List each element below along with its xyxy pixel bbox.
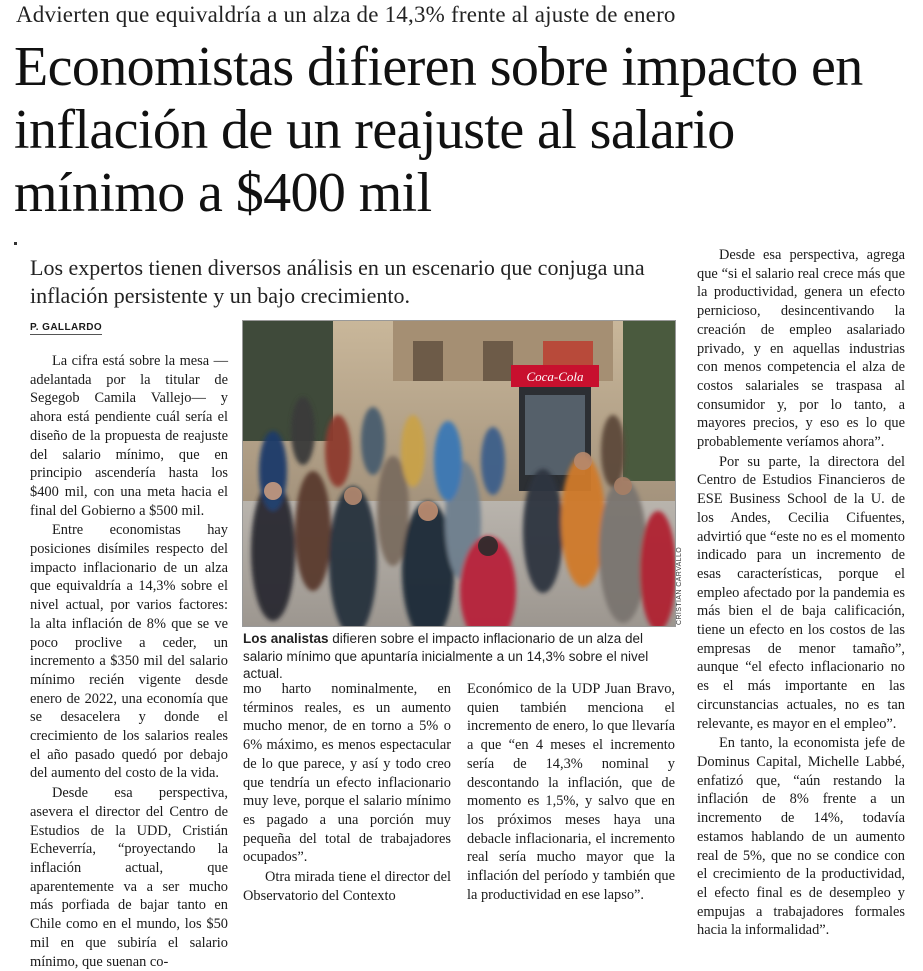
paragraph: mo harto nominalmente, en términos reales, es un aumento mucho menor, de en torno a 5% o 6% máximo, es menos espectacular de lo que parece, y así y todo creo que tendría un efecto inflacionario muy leve, porque el salario mínimo es pagado a una porción muy pequeña del total de trabajadores ocupados”. bbox=[243, 681, 451, 866]
paragraph: Entre economistas hay posiciones disímiles respecto del impacto inflacionario de un alza que equivaldría a 14,3% sobre el nivel actual, por varios factores: la alta inflación de 8% que se ve poco proclive a ceder, un incremento a $350 mil del salario mínimo recién vigente desde enero de 2022, una economía que se desacelera y donde el crecimiento de los salarios reales el año pasado quedó por debajo del aumento del costo de la vida. bbox=[30, 522, 228, 782]
body-column-4 bbox=[697, 246, 905, 940]
page-mark bbox=[14, 242, 17, 245]
paragraph: En tanto, la economista jefe de Dominus Capital, Michelle Labbé, enfatizó que, “aún restando la inflación de 8% frente a un incremento de 14%, todavía estamos hablando de un aumento real de 5%, que no se condice con el crecimiento de la productividad, el efecto final es de desempleo y empujas a trabajadores formales hacia la informalidad”. bbox=[697, 735, 905, 939]
body-column-1 bbox=[30, 352, 228, 971]
article-photo bbox=[242, 320, 676, 627]
caption-text: difieren sobre el impacto inflacionario de un alza del salario mínimo que apuntaría inicialmente a un 14,3% sobre el nivel actual. bbox=[243, 631, 649, 681]
paragraph: Desde esa perspectiva, agrega que “si el salario real crece más que la productividad, genera un efecto pernicioso, desincentivando la creación de empleo asalariado privado, y en aquellas industrias con menos competencia el alza de costos salariales se traspasa al consumidor y, por lo tanto, a mayores precios, y eso es lo que probablemente veríamos ahora”. bbox=[697, 247, 905, 451]
dek: Los expertos tienen diversos análisis en un escenario que conjuga una inflación persistente y un bajo crecimiento. bbox=[30, 255, 645, 308]
kicker: Advierten que equivaldría a un alza de 14,3% frente al ajuste de enero bbox=[16, 2, 676, 27]
paragraph: La cifra está sobre la mesa —adelantada por la titular de Segegob Camila Vallejo— y ahora está pendiente cuál sería el diseño de la propuesta de reajuste del salario mínimo, que en principio ascendería hasta los $400 mil, con una meta hacia el final del Gobierno a $500 mil. bbox=[30, 353, 228, 519]
byline: P. GALLARDO bbox=[30, 322, 102, 333]
paragraph: Económico de la UDP Juan Bravo, quien también menciona el incremento de enero, lo que llevaría a que “en 4 meses el incremento sería de 14,3% nominal y descontando la inflación, que de momento es 1,5%, y salvo que en los próximos meses haya una debacle inflacionaria, el incremento real sería mucho mayor que la inflación del período y también que la productividad en ese lapso”. bbox=[467, 681, 675, 903]
paragraph: Otra mirada tiene el director del Observatorio del Contexto bbox=[243, 869, 451, 904]
paragraph: Por su parte, la directora del Centro de Estudios Financieros de ESE Business School de la U. de los Andes, Cecilia Cifuentes, advirtió que “este no es el momento indicado para un incremento de esas características, porque el empleo afectado por la pandemia es más bien el de baja calificación, tiene un efecto en los costos de las empresas de menor tamaño”, aunque “el efecto inflacionario no es el más importante en las circunstancias actuales, no es tan relevante, es mayor en el empleo”. bbox=[697, 453, 905, 732]
kiosk-sign-text: Coca-Cola bbox=[526, 369, 584, 384]
paragraph: Desde esa perspectiva, asevera el director del Centro de Estudios de la UDD, Cristián Echeverría, “proyectando la inflación actual, que aparentemente va a ser mucho más porfiada de bajar tanto en Chile como en el mundo, los $50 mil en que subiría el salario mínimo, que suenan co- bbox=[30, 785, 228, 970]
photo-credit: CRISTIAN CARVALLO bbox=[676, 546, 683, 625]
headline: Economistas difieren sobre impacto en inflación de un reajuste al salario mínimo a $400 mil bbox=[14, 36, 863, 224]
photo-caption bbox=[243, 630, 675, 683]
body-column-2 bbox=[243, 680, 451, 905]
body-column-3 bbox=[467, 680, 675, 904]
caption-lead: Los analistas bbox=[243, 631, 329, 646]
